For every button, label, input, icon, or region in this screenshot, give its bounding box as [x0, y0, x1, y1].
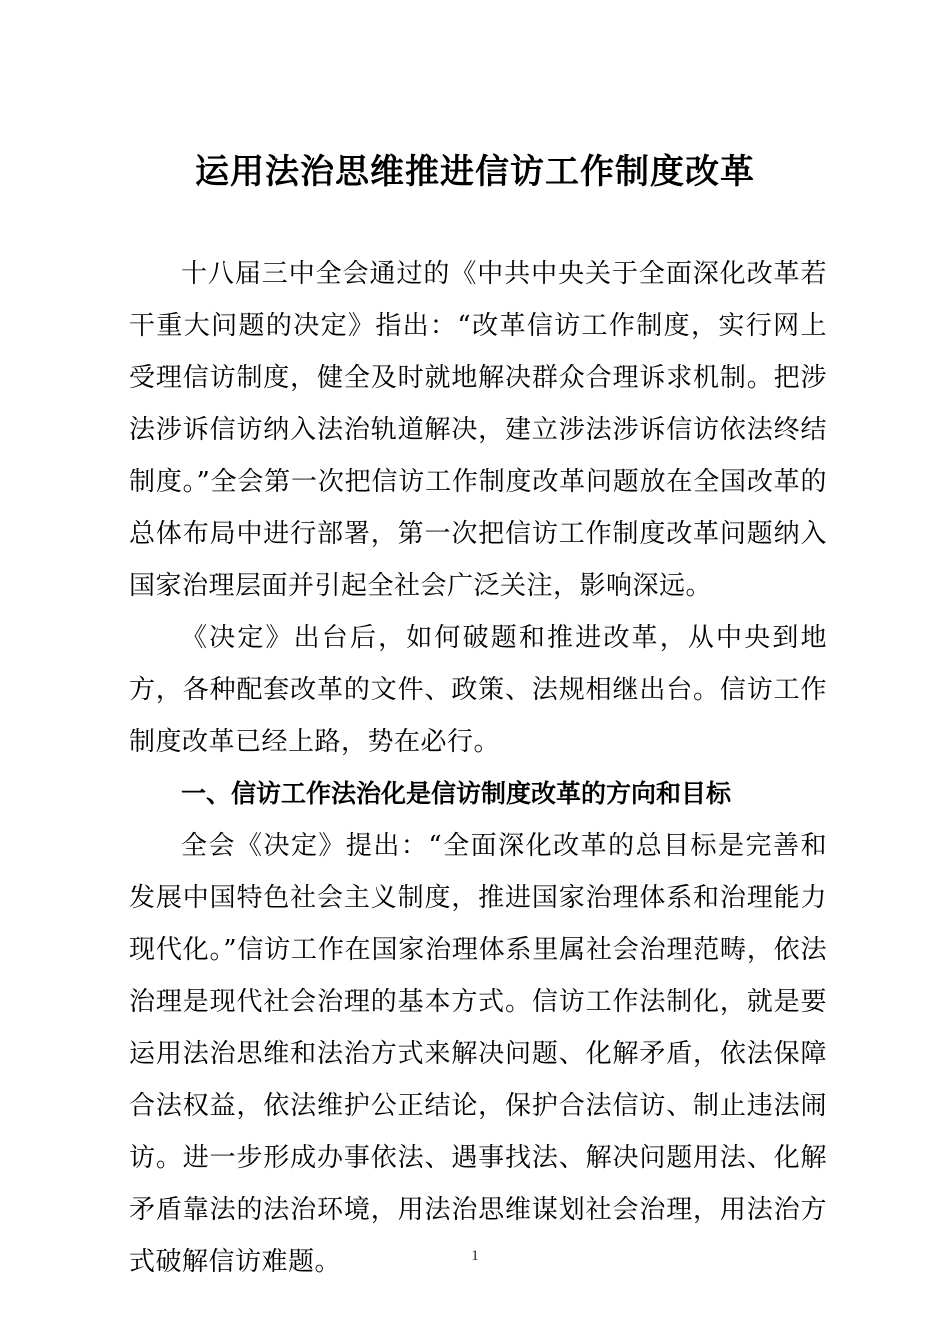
paragraph-section-1: 全会《决定》提出：“全面深化改革的总目标是完善和发展中国特色社会主义制度，推进国家治理体系和治理能力现代化。”信访工作在国家治理体系里属社会治理范畴，依法治理是现代社会治理的基本方式。信访工作法制化，就是要运用法治思维和法治方式来解决问题、化解矛盾，依法保障合法权益，依法维护公正结论，保护合法信访、制止违法闹访。进一步形成办事依法、遇事找法、解决问题用法、化解矛盾靠法的法治环境，用法治思维谋划社会治理，用法治方式破解信访难题。: [129, 831, 827, 1277]
document-body: [129, 248, 827, 1288]
paragraph-decision: 《决定》出台后，如何破题和推进改革，从中央到地方，各种配套改革的文件、政策、法规相继出台。信访工作制度改革已经上路，势在必行。: [129, 623, 827, 757]
page-number: 1: [471, 1248, 479, 1264]
paragraph-intro: 十八届三中全会通过的《中共中央关于全面深化改革若干重大问题的决定》指出：“改革信访工作制度，实行网上受理信访制度，健全及时就地解决群众合理诉求机制。把涉法涉诉信访纳入法治轨道解决，建立涉法涉诉信访依法终结制度。”全会第一次把信访工作制度改革问题放在全国改革的总体布局中进行部署，第一次把信访工作制度改革问题纳入国家治理层面并引起全社会广泛关注，影响深远。: [129, 259, 827, 601]
section-heading: 一、信访工作法治化是信访制度改革的方向和目标: [181, 779, 732, 808]
document-title: 运用法治思维推进信访工作制度改革: [195, 152, 755, 192]
